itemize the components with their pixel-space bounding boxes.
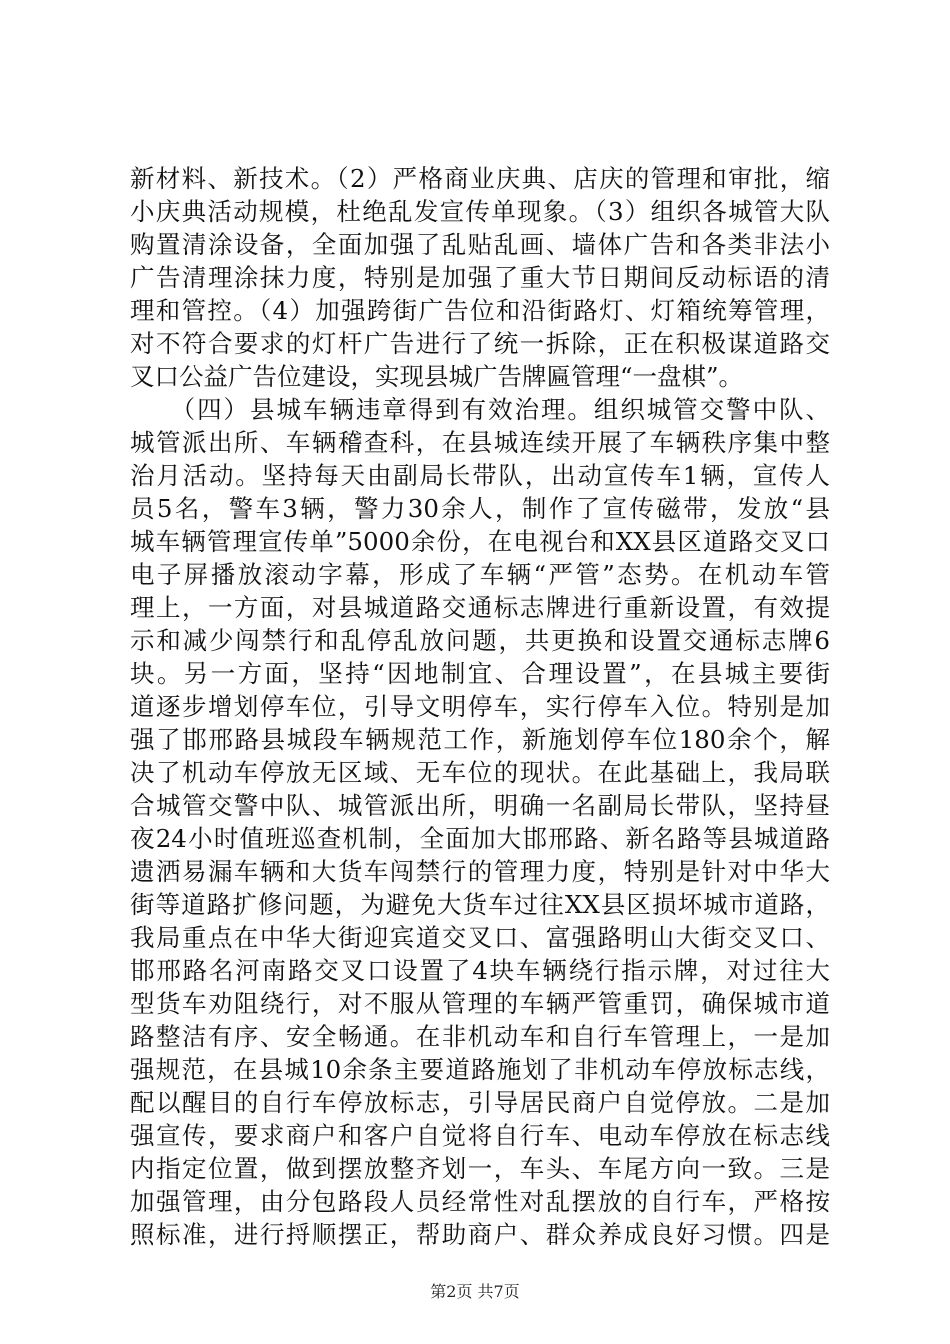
text-line: 示和减少闯禁行和乱停乱放问题，共更换和设置交通标志牌6	[130, 626, 830, 655]
page-footer: 第2页 共7页	[430, 1282, 520, 1301]
text-line: 理和管控。（4）加强跨街广告位和沿街路灯、灯箱统筹管理，	[130, 296, 830, 325]
text-line: 型货车劝阻绕行，对不服从管理的车辆严管重罚，确保城市道	[130, 989, 830, 1018]
text-line: 员5名，警车3辆，警力30余人，制作了宣传磁带，发放“县	[130, 494, 830, 523]
text-line: 照标准，进行捋顺摆正，帮助商户、群众养成良好习惯。四是	[130, 1220, 830, 1249]
text-line: 我局重点在中华大街迎宾道交叉口、富强路明山大街交叉口、	[130, 923, 830, 952]
text-line: 理上，一方面，对县城道路交通标志牌进行重新设置，有效提	[130, 593, 830, 622]
body-text	[130, 162, 830, 1251]
text-line: 内指定位置，做到摆放整齐划一，车头、车尾方向一致。三是	[130, 1154, 830, 1183]
text-line: 电子屏播放滚动字幕，形成了车辆“严管”态势。在机动车管	[130, 560, 830, 589]
text-line: 广告清理涂抹力度，特别是加强了重大节日期间反动标语的清	[130, 263, 830, 292]
text-line: 强宣传，要求商户和客户自觉将自行车、电动车停放在标志线	[130, 1121, 830, 1150]
text-line: 道逐步增划停车位，引导文明停车，实行停车入位。特别是加	[130, 692, 830, 721]
text-line: 小庆典活动规模，杜绝乱发宣传单现象。（3）组织各城管大队	[130, 197, 830, 226]
text-line: 路整洁有序、安全畅通。在非机动车和自行车管理上，一是加	[130, 1022, 830, 1051]
text-line: 强了邯邢路县城段车辆规范工作，新施划停车位180余个，解	[130, 725, 830, 754]
text-line: 块。另一方面，坚持“因地制宜、合理设置”，在县城主要街	[130, 659, 830, 688]
text-line: 治月活动。坚持每天由副局长带队，出动宣传车1辆，宣传人	[130, 461, 830, 490]
text-line: 合城管交警中队、城管派出所，明确一名副局长带队，坚持昼	[130, 791, 830, 820]
text-line: 强规范，在县城10余条主要道路施划了非机动车停放标志线，	[130, 1055, 830, 1084]
text-line: 城管派出所、车辆稽查科，在县城连续开展了车辆秩序集中整	[130, 428, 830, 457]
text-line: 对不符合要求的灯杆广告进行了统一拆除，正在积极谋道路交	[130, 329, 830, 358]
text-line: 邯邢路名河南路交叉口设置了4块车辆绕行指示牌，对过往大	[130, 956, 830, 985]
text-line: 配以醒目的自行车停放标志，引导居民商户自觉停放。二是加	[130, 1088, 830, 1117]
text-line: （四）县城车辆违章得到有效治理。组织城管交警中队、	[130, 395, 830, 424]
text-line: 城车辆管理宣传单”5000余份，在电视台和XX县区道路交叉口	[130, 527, 830, 556]
text-line: 购置清涂设备，全面加强了乱贴乱画、墙体广告和各类非法小	[130, 230, 830, 259]
text-line: 新材料、新技术。（2）严格商业庆典、店庆的管理和审批，缩	[130, 164, 830, 193]
text-line: 夜24小时值班巡查机制，全面加大邯邢路、新名路等县城道路	[130, 824, 830, 853]
text-line: 决了机动车停放无区域、无车位的现状。在此基础上，我局联	[130, 758, 830, 787]
text-line: 加强管理，由分包路段人员经常性对乱摆放的自行车，严格按	[130, 1187, 830, 1216]
text-line: 街等道路扩修问题，为避免大货车过往XX县区损坏城市道路，	[130, 890, 830, 919]
text-line: 遗洒易漏车辆和大货车闯禁行的管理力度，特别是针对中华大	[130, 857, 830, 886]
text-line: 叉口公益广告位建设，实现县城广告牌匾管理“一盘棋”。	[130, 362, 744, 391]
